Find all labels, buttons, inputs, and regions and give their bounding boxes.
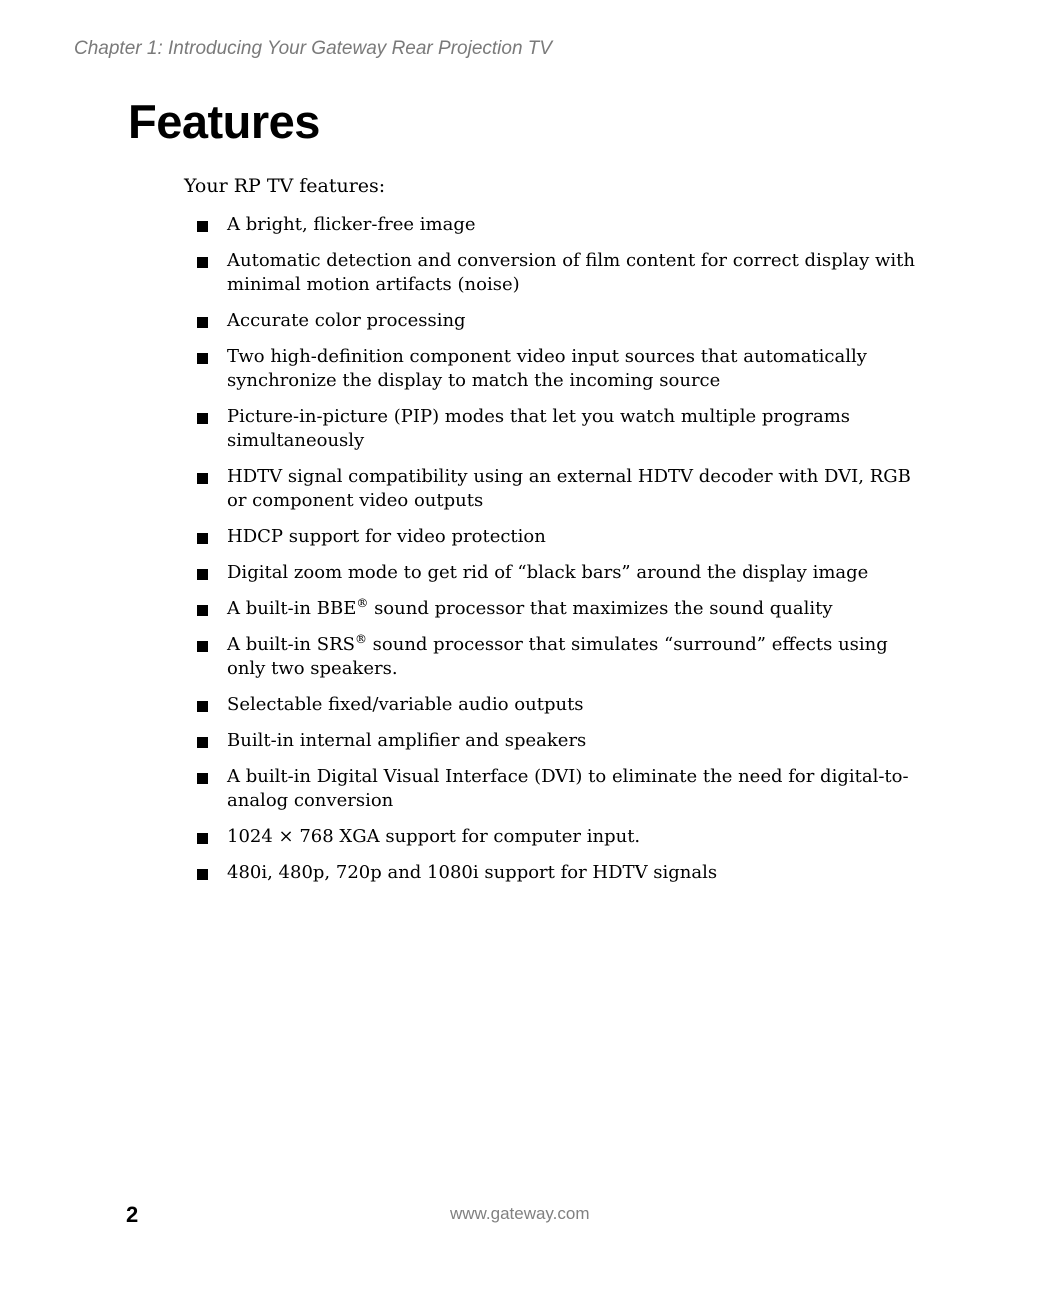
list-item <box>197 861 927 885</box>
square-bullet-icon <box>197 701 208 712</box>
feature-text-before: A built-in SRS <box>227 634 355 655</box>
square-bullet-icon <box>197 353 208 364</box>
feature-text-after: sound processor that simulates “surround” effects using only two speakers. <box>227 634 888 679</box>
list-item <box>197 309 927 333</box>
square-bullet-icon <box>197 413 208 424</box>
square-bullet-icon <box>197 257 208 268</box>
square-bullet-icon <box>197 473 208 484</box>
list-item <box>197 765 927 813</box>
feature-text-after: sound processor that maximizes the sound quality <box>368 598 833 619</box>
square-bullet-icon <box>197 869 208 880</box>
list-item <box>197 693 927 717</box>
page-title: Features <box>128 95 320 148</box>
running-header: Chapter 1: Introducing Your Gateway Rear Projection TV <box>74 38 553 59</box>
feature-text: Digital zoom mode to get rid of “black bars” around the display image <box>227 562 869 583</box>
list-item <box>197 561 927 585</box>
registered-mark: ® <box>356 596 369 610</box>
square-bullet-icon <box>197 833 208 844</box>
feature-text <box>227 633 917 681</box>
feature-text: HDTV signal compatibility using an external HDTV decoder with DVI, RGB or component video outputs <box>227 466 911 511</box>
feature-list <box>197 213 927 897</box>
square-bullet-icon <box>197 221 208 232</box>
square-bullet-icon <box>197 641 208 652</box>
feature-text: Accurate color processing <box>227 310 466 331</box>
feature-text: HDCP support for video protection <box>227 526 546 547</box>
list-item <box>197 465 927 513</box>
feature-text: Two high-definition component video input sources that automatically synchronize the display to match the incoming source <box>227 346 867 391</box>
page-number: 2 <box>126 1202 139 1227</box>
list-item <box>197 249 927 297</box>
list-item <box>197 525 927 549</box>
square-bullet-icon <box>197 569 208 580</box>
feature-text: 1024 × 768 XGA support for computer input. <box>227 826 641 847</box>
list-item <box>197 345 927 393</box>
feature-text: A bright, flicker-free image <box>227 214 476 235</box>
feature-text: Built-in internal amplifier and speakers <box>227 730 587 751</box>
square-bullet-icon <box>197 605 208 616</box>
list-item <box>197 213 927 237</box>
feature-text <box>227 597 917 621</box>
feature-text: 480i, 480p, 720p and 1080i support for HDTV signals <box>227 862 718 883</box>
feature-text-before: A built-in BBE <box>227 598 357 619</box>
feature-text: Selectable fixed/variable audio outputs <box>227 694 584 715</box>
feature-text: Picture-in-picture (PIP) modes that let you watch multiple programs simultaneously <box>227 406 851 451</box>
footer-url: www.gateway.com <box>450 1204 590 1223</box>
square-bullet-icon <box>197 773 208 784</box>
list-item <box>197 729 927 753</box>
list-item <box>197 633 927 681</box>
list-item <box>197 825 927 849</box>
square-bullet-icon <box>197 737 208 748</box>
square-bullet-icon <box>197 533 208 544</box>
feature-text: A built-in Digital Visual Interface (DVI) to eliminate the need for digital-to-analog conversion <box>227 766 909 811</box>
feature-text: Automatic detection and conversion of film content for correct display with minimal motion artifacts (noise) <box>227 250 915 295</box>
registered-mark: ® <box>354 632 367 646</box>
square-bullet-icon <box>197 317 208 328</box>
list-item <box>197 405 927 453</box>
intro-text: Your RP TV features: <box>184 175 386 197</box>
list-item <box>197 597 927 621</box>
